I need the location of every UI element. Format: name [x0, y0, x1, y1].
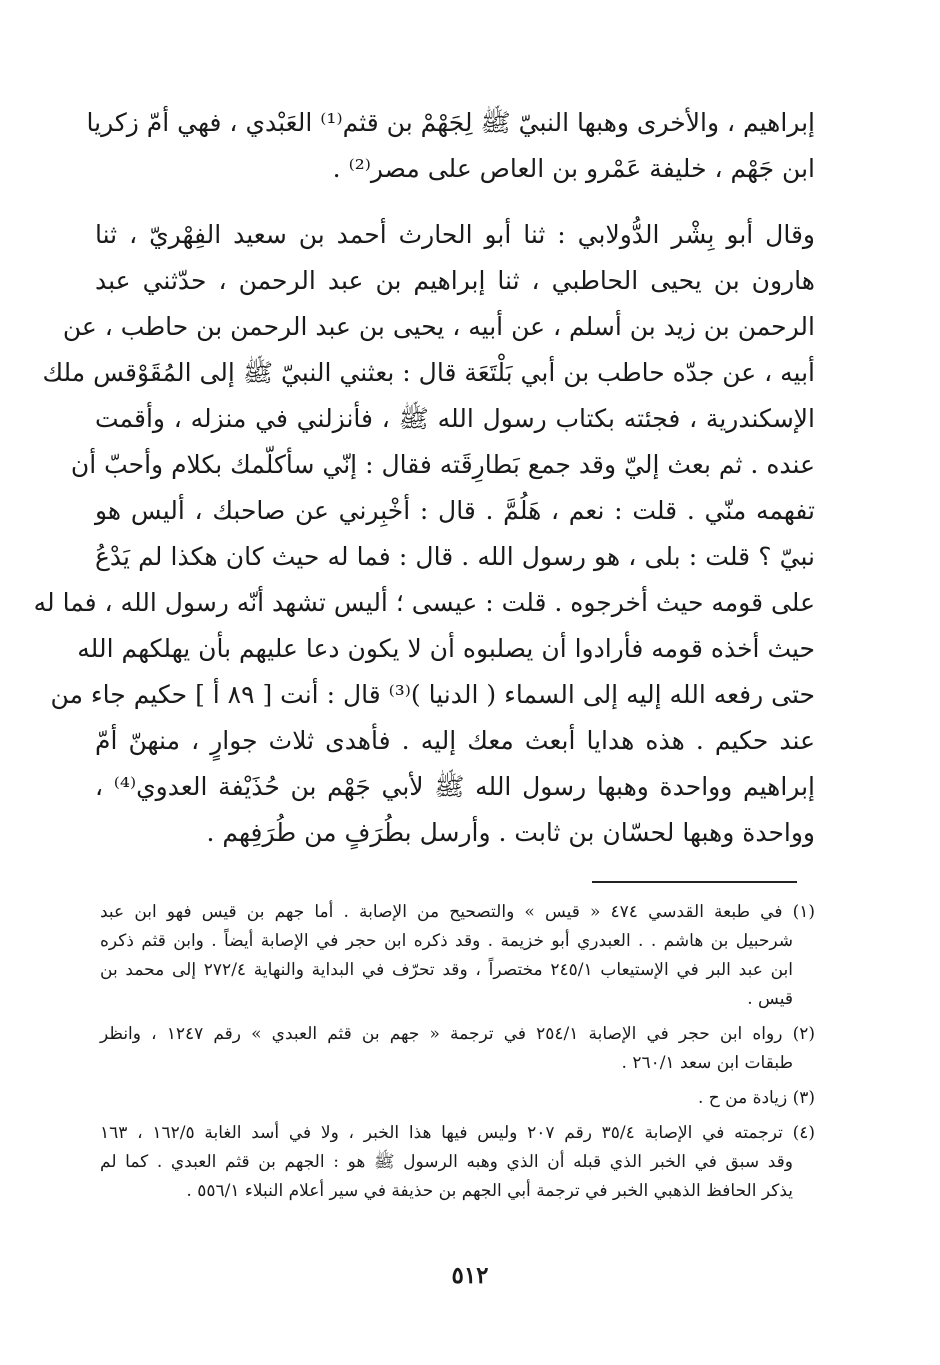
footnote-2 [100, 1020, 815, 1078]
text-line: حيث أخذه قومه فأرادوا أن يصلبوه أن لا يكون دعا عليهم بأن يهلكهم الله [77, 634, 815, 663]
footnote-line: (٢) رواه ابن حجر في الإصابة ٢٥٤/١ في ترجمة « جهم بن قثم العبدي » رقم ١٢٤٧ ، وانظر [100, 1024, 815, 1044]
footnote-4 [100, 1119, 815, 1206]
footnote-line: (١) في طبعة القدسي ٤٧٤ « قيس » والتصحيح من الإصابة . أما جهم بن قيس فهو ابن عبد [100, 902, 815, 922]
text-line: وواحدة وهبها لحسّان بن ثابت . وأرسل بطُرَفٍ من طُرَفِهم . [206, 818, 815, 847]
text-line: ابن جَهْم ، خليفة عَمْرو بن العاص على مصر⁽²⁾ . [332, 154, 815, 183]
footnote-line: طبقات ابن سعد ٢٦٠/١ . [621, 1053, 793, 1073]
text-line: عنده . ثم بعث إليّ وقد جمع بَطارِقَته فقال : إنّي سأكلّمك بكلام وأحبّ أن [70, 450, 815, 479]
footnote-1 [100, 898, 815, 1014]
footnote-line: وقد سبق في الخبر الذي قبله أن الذي وهبه الرسول ﷺ هو : الجهم بن قثم العبدي . كما لم [100, 1152, 793, 1172]
footnote-line: ابن عبد البر في الإستيعاب ٢٤٥/١ مختصراً ، وقد تحرّف في البداية والنهاية ٢٧٢/٤ إلى محمد بن [100, 960, 793, 980]
footnote-3 [100, 1084, 815, 1113]
text-line: هارون بن يحيى الحاطبي ، ثنا إبراهيم بن عبد الرحمن ، حدّثني عبد [95, 266, 815, 295]
text-line: نبيّ ؟ قلت : بلى ، هو رسول الله . قال : فما له حيث كان هكذا لم يَدْعُ [95, 542, 815, 571]
text-line: تفهمه منّي . قلت : نعم ، هَلُمَّ . قال : أخْبِرني عن صاحبك ، أليس هو [95, 496, 815, 525]
page-number: ٥١٢ [451, 1262, 489, 1289]
footnote-separator [592, 881, 797, 883]
text-line: عند حكيم . هذه هدايا أبعث معك إليه . فأهدى ثلاث جوارٍ ، منهنّ أمّ [95, 726, 815, 755]
paragraph-2 [33, 212, 816, 856]
text-line: إبراهيم وواحدة وهبها رسول الله ﷺ لأبي جَهْم بن حُذَيْفة العدوي⁽⁴⁾ ، [95, 772, 816, 801]
footnote-line: (٣) زيادة من ح . [697, 1088, 815, 1108]
footnote-line: يذكر الحافظ الذهبي الخبر في ترجمة أبي الجهم بن حذيفة في سير أعلام النبلاء ٥٥٦/١ . [186, 1181, 793, 1201]
text-line: على قومه حيث أخرجوه . قلت : عيسى ؛ أليس تشهد أنّه رسول الله ، فما له [33, 588, 815, 617]
text-line: أبيه ، عن جدّه حاطب بن أبي بَلْتَعَة قال : بعثني النبيّ ﷺ إلى المُقَوْقس ملك [42, 358, 815, 387]
footnote-line: (٤) ترجمته في الإصابة ٣٥/٤ رقم ٢٠٧ وليس فيها هذا الخبر ، ولا في أسد الغابة ١٦٢/٥ ، ١٦٣ [100, 1123, 815, 1143]
footnote-line: شرحبيل بن هاشم . . العبدري أبو خزيمة . وقد ذكره ابن حجر في الإصابة أيضاً . وابن قثم ذكره [100, 931, 793, 951]
paragraph-1 [86, 100, 815, 192]
footnote-line: قيس . [747, 989, 793, 1009]
text-line: الإسكندرية ، فجئته بكتاب رسول الله ﷺ ، فأنزلني في منزله ، وأقمت [95, 404, 815, 433]
text-line: إبراهيم ، والأخرى وهبها النبيّ ﷺ لِجَهْمْ بن قثم⁽¹⁾ العَبْدي ، فهي أمّ زكريا [86, 108, 815, 137]
footnotes [100, 898, 815, 1212]
text-line: وقال أبو بِشْر الدُّولابي : ثنا أبو الحارث أحمد بن سعيد الفِهْريّ ، ثنا [95, 220, 815, 249]
text-line: الرحمن بن زيد بن أسلم ، عن أبيه ، يحيى بن عبد الرحمن بن حاطب ، عن [62, 312, 815, 341]
text-line: حتى رفعه الله إليه إلى السماء ( الدنيا )⁽³⁾ قال : أنت [ ٨٩ أ ] حكيم جاء من [50, 680, 815, 709]
